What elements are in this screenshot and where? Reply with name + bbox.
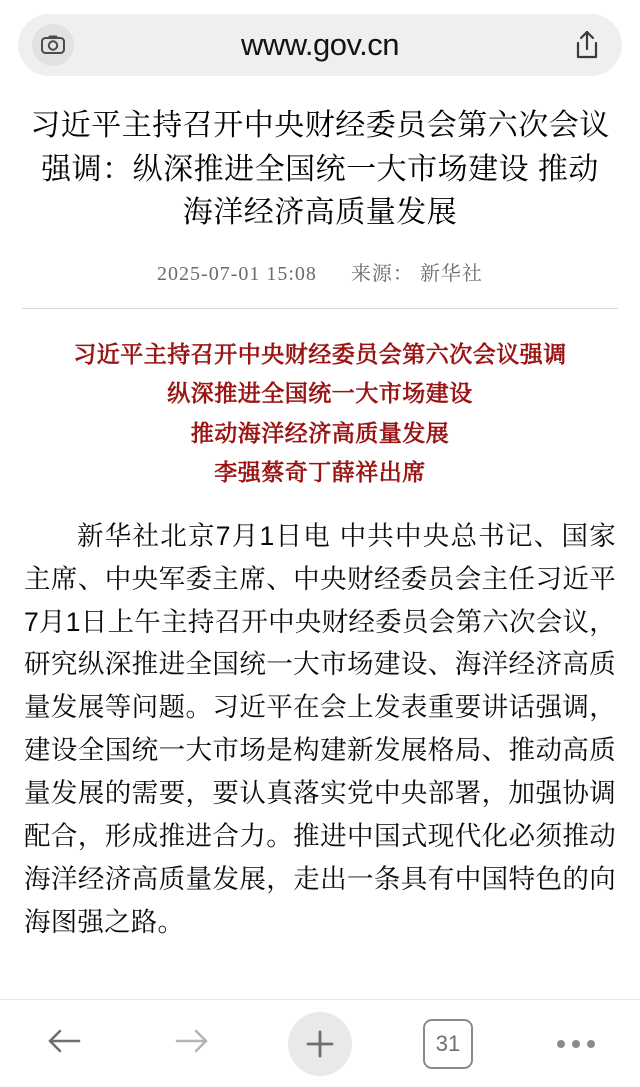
meta-divider	[22, 308, 618, 309]
arrow-left-icon	[46, 1026, 82, 1061]
camera-lens-icon[interactable]	[32, 24, 74, 66]
article-container	[0, 90, 640, 944]
back-button[interactable]	[29, 1012, 99, 1076]
red-heading-4: 李强蔡奇丁薛祥出席	[214, 459, 426, 486]
browser-bottom-toolbar	[0, 999, 640, 1087]
page-title: 习近平主持召开中央财经委员会第六次会议强调：纵深推进全国统一大市场建设 推动海洋经济高质量发展	[30, 109, 610, 229]
source-label: 来源：	[350, 262, 414, 285]
article-body	[22, 515, 618, 944]
new-tab-button[interactable]	[285, 1012, 355, 1076]
more-dots-icon	[557, 1040, 595, 1048]
more-options-button[interactable]	[541, 1012, 611, 1076]
body-paragraph: 新华社北京7月1日电 中共中央总书记、国家主席、中央军委主席、中央财经委员会主任习近平7月1日上午主持召开中央财经委员会第六次会议，研究纵深推进全国统一大市场建设、海洋经济高质量发展等问题。习近平在会上发表重要讲话强调，建设全国统一大市场是构建新发展格局、推动高质量发展的需要，要认真落实党中央部署，加强协调配合，形成推进合力。推进中国式现代化必须推动海洋经济高质量发展，走出一条具有中国特色的向海图强之路。	[24, 520, 616, 937]
tab-count-badge: 31	[423, 1019, 473, 1069]
arrow-right-icon	[174, 1026, 210, 1061]
red-heading-1: 习近平主持召开中央财经委员会第六次会议强调	[73, 340, 567, 367]
forward-button[interactable]	[157, 1012, 227, 1076]
url-text: www.gov.cn	[240, 27, 400, 62]
source-name: 新华社	[419, 262, 483, 285]
red-heading-3: 推动海洋经济高质量发展	[190, 419, 450, 446]
plus-icon	[288, 1012, 352, 1076]
tab-switcher-button[interactable]	[413, 1012, 483, 1076]
article-meta	[22, 257, 618, 286]
browser-top-bar	[0, 0, 640, 90]
red-heading-block	[22, 335, 618, 493]
publish-date: 2025-07-01 15:08	[157, 262, 317, 285]
share-icon[interactable]	[566, 24, 608, 66]
red-heading-2: 纵深推进全国统一大市场建设	[167, 380, 473, 407]
address-bar[interactable]	[18, 14, 622, 76]
